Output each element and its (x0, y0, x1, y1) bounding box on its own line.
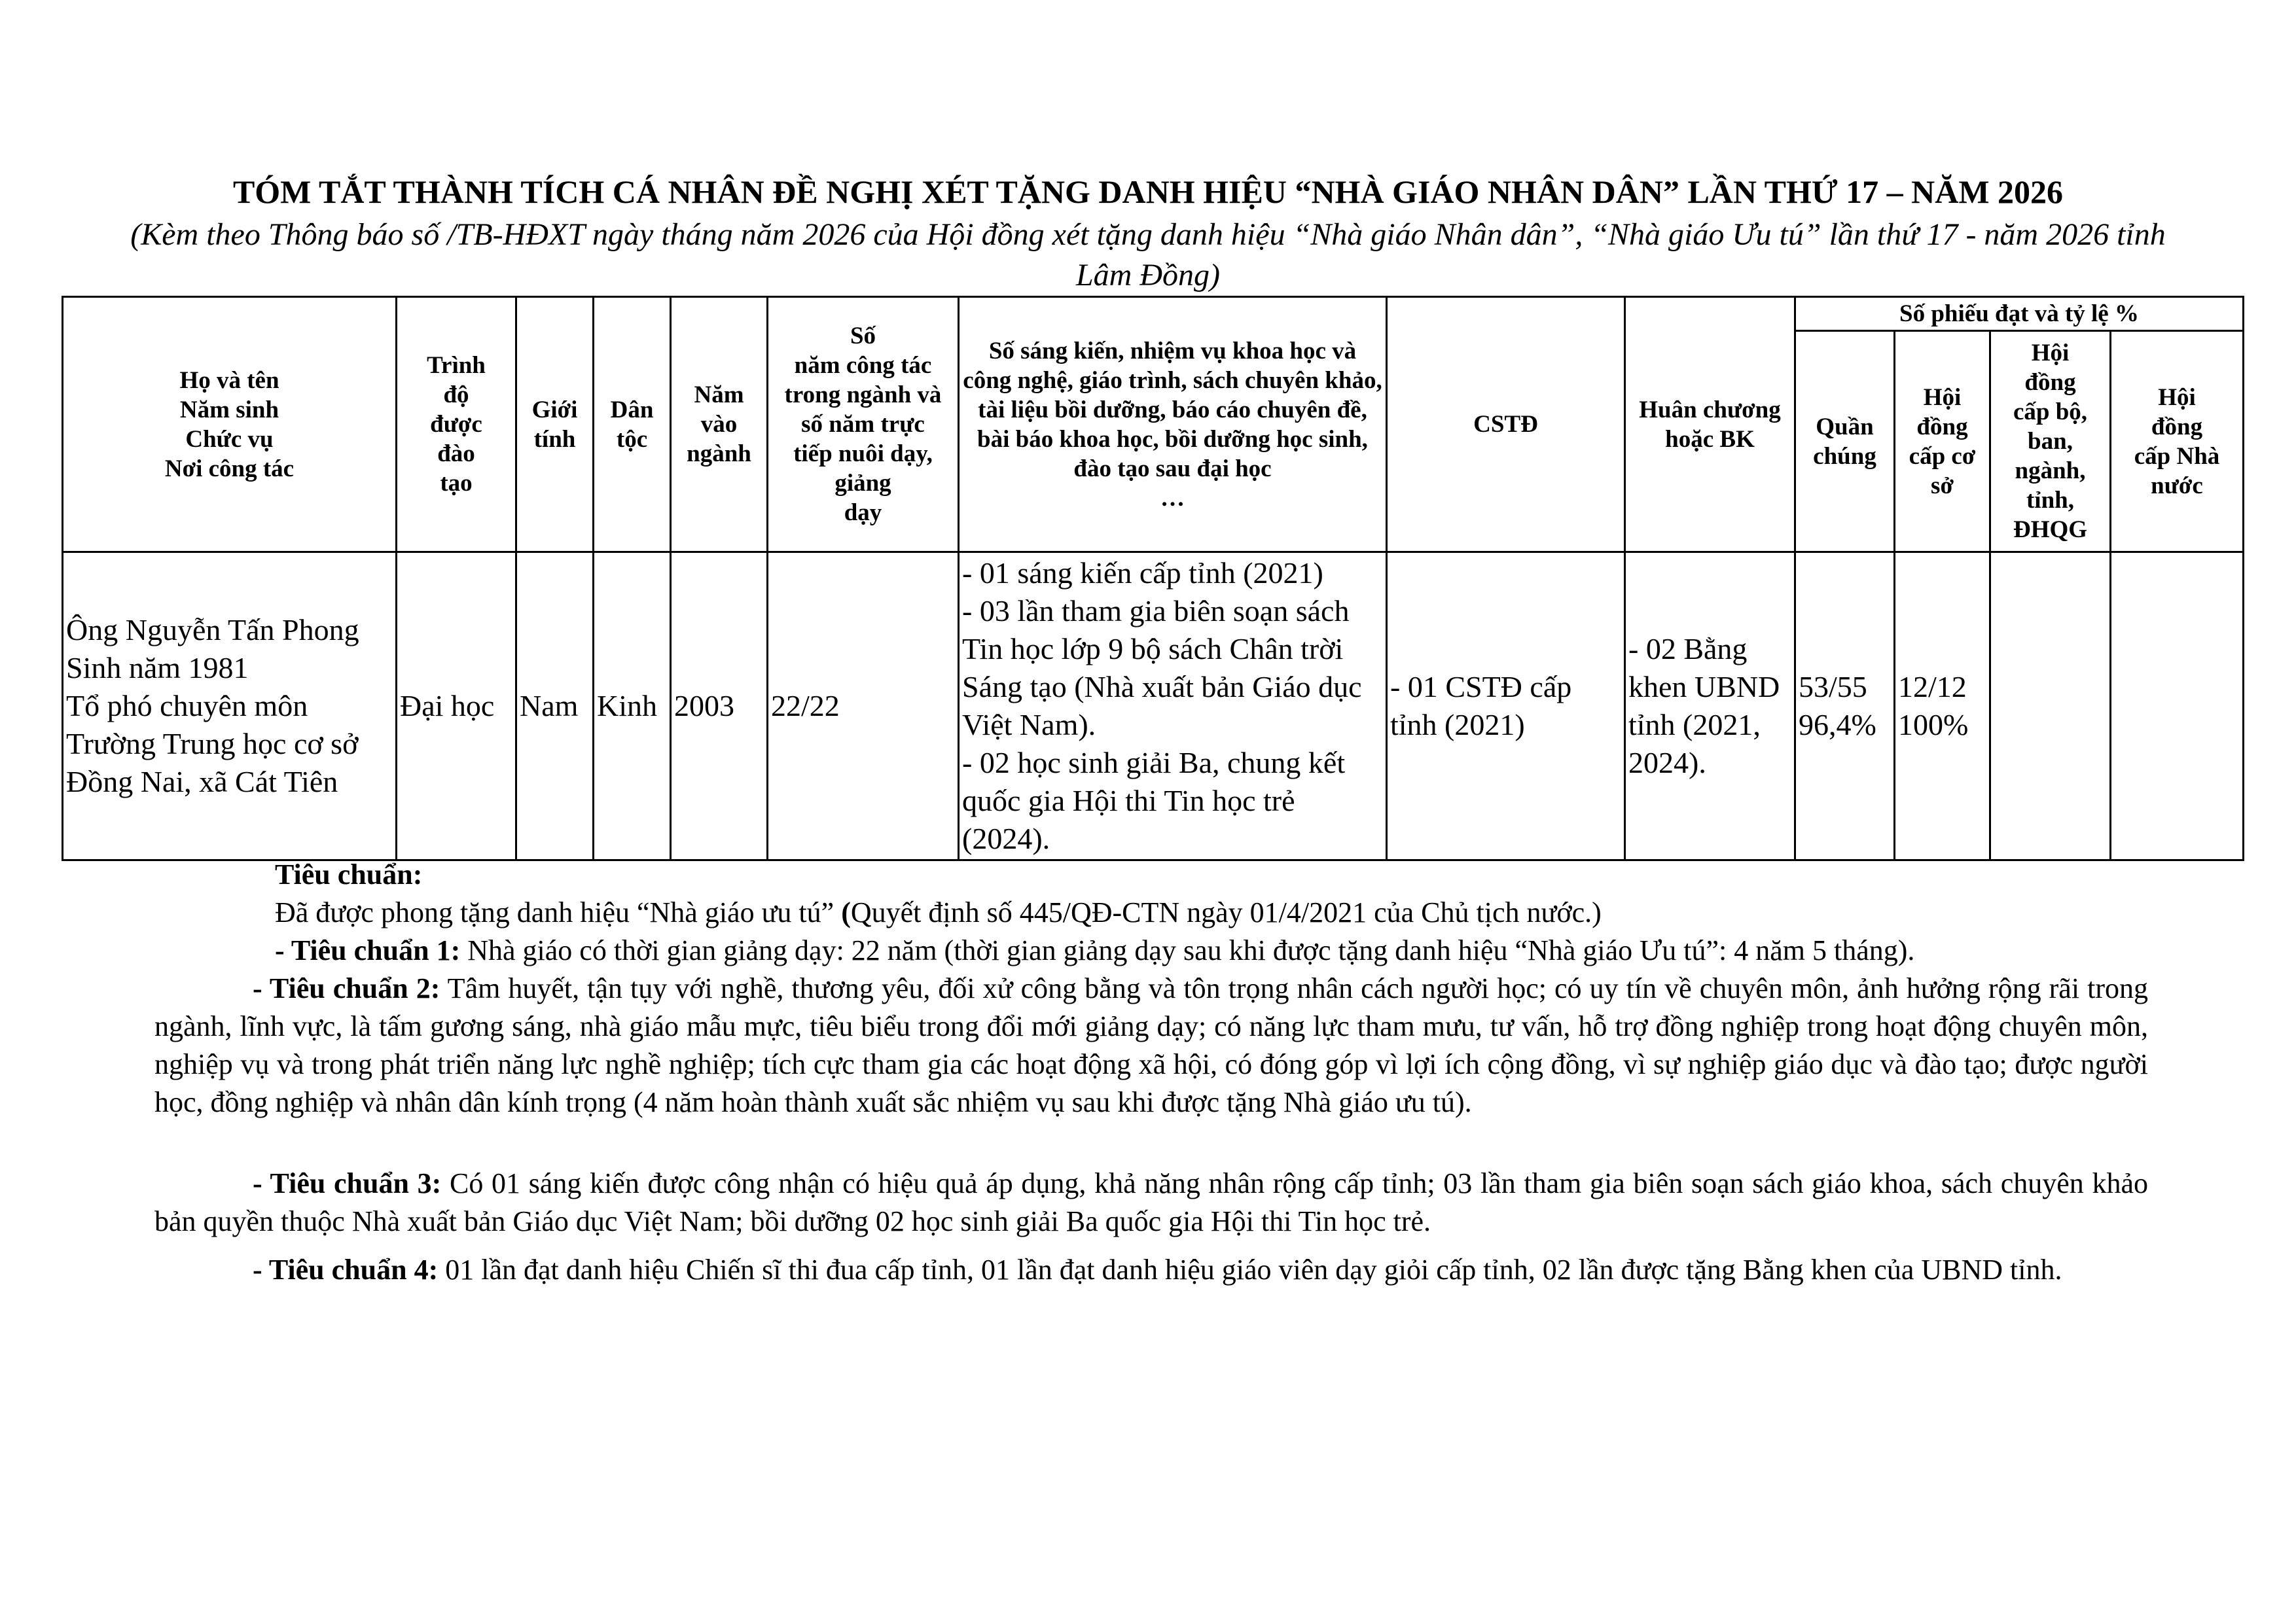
header-votes-base: Hội đồng cấp cơ sở (1895, 331, 1990, 552)
cell-votes-state (2111, 552, 2244, 860)
document-subtitle: (Kèm theo Thông báo số /TB-HĐXT ngày tháng năm 2026 của Hội đồng xét tặng danh hiệu “Nhà giáo Nhân dân”, “Nhà giáo Ưu tú” lần thứ 17 - năm 2026 tỉnh Lâm Đồng) (130, 217, 2166, 292)
criteria-3: - Tiêu chuẩn 3: Có 01 sáng kiến được công nhận có hiệu quả áp dụng, khả năng nhân rộng cấp tỉnh; 03 lần tham gia biên soạn sách giáo khoa, sách chuyên khảo bản quyền thuộc Nhà xuất bản Giáo dục Việt Nam; bồi dưỡng 02 học sinh giải Ba quốc gia Hội thi Tin học trẻ. (154, 1167, 2148, 1237)
criteria-4: - Tiêu chuẩn 4: 01 lần đạt danh hiệu Chiến sĩ thi đua cấp tỉnh, 01 lần đạt danh hiệu giáo viên dạy giỏi cấp tỉnh, 02 lần được tặng Bằng khen của UBND tỉnh. (253, 1254, 2062, 1286)
header-gender: Giới tính (516, 297, 594, 552)
header-years-teaching: Số năm công tác trong ngành và số năm trực tiếp nuôi dạy, giảng dạy (768, 297, 959, 552)
cell-name: Ông Nguyễn Tấn Phong Sinh năm 1981 Tổ phó chuyên môn Trường Trung học cơ sở Đồng Nai, xã Cát Tiên (63, 552, 397, 860)
criteria-2: - Tiêu chuẩn 2: Tâm huyết, tận tụy với nghề, thương yêu, đối xử công bằng và tôn trọng nhân cách người học; có uy tín về chuyên môn, ảnh hưởng rộng rãi trong ngành, lĩnh vực, là tấm gương sáng, nhà giáo mẫu mực, tiêu biểu trong đổi mới giảng dạy; có năng lực tham mưu, tư vấn, hỗ trợ đồng nghiệp trong hoạt động chuyên môn, nghiệp vụ và trong phát triển năng lực nghề nghiệp; tích cực tham gia các hoạt động xã hội, có đóng góp vì lợi ích cộng đồng, vì sự nghiệp giáo dục và đào tạo; được người học, đồng nghiệp và nhân dân kính trọng (4 năm hoàn thành xuất sắc nhiệm vụ sau khi được tặng Nhà giáo ưu tú). (154, 972, 2148, 1118)
table-row (63, 552, 2244, 860)
cell-degree: Đại học (397, 552, 516, 860)
header-votes-group: Số phiếu đạt và tỷ lệ % (1795, 297, 2244, 331)
cell-votes-public: 53/55 96,4% (1795, 552, 1895, 860)
header-votes-ministry: Hội đồng cấp bộ, ban, ngành, tỉnh, ĐHQG (1990, 331, 2111, 552)
cell-cstd: - 01 CSTĐ cấp tỉnh (2021) (1387, 552, 1625, 860)
cell-years-teaching: 22/22 (768, 552, 959, 860)
criteria-section (275, 856, 2173, 970)
achievement-table (62, 296, 2244, 861)
cell-initiatives: - 01 sáng kiến cấp tỉnh (2021) - 03 lần tham gia biên soạn sách Tin học lớp 9 bộ sách Chân trời Sáng tạo (Nhà xuất bản Giáo dục Việt Nam). - 02 học sinh giải Ba, chung kết quốc gia Hội thi Tin học trẻ (2024). (959, 552, 1387, 860)
criteria-heading: Tiêu chuẩn: (275, 858, 423, 891)
header-degree: Trình độ được đào tạo (397, 297, 516, 552)
criteria-1: - Tiêu chuẩn 1: Nhà giáo có thời gian giảng dạy: 22 năm (thời gian giảng dạy sau khi được tặng danh hiệu “Nhà giáo Ưu tú”: 4 năm 5 tháng). (275, 934, 1915, 966)
header-cstd: CSTĐ (1387, 297, 1625, 552)
cell-medal: - 02 Bằng khen UBND tỉnh (2021, 2024). (1625, 552, 1795, 860)
cell-gender: Nam (516, 552, 594, 860)
header-votes-public: Quần chúng (1795, 331, 1895, 552)
cell-votes-base: 12/12 100% (1895, 552, 1990, 860)
header-name: Họ và tên Năm sinh Chức vụ Nơi công tác (63, 297, 397, 552)
document-title: TÓM TẮT THÀNH TÍCH CÁ NHÂN ĐỀ NGHỊ XÉT TẶNG DANH HIỆU “NHÀ GIÁO NHÂN DÂN” LẦN THỨ 17 – NĂM 2026 (232, 173, 2064, 210)
header-year-start: Năm vào ngành (671, 297, 768, 552)
header-initiatives: Số sáng kiến, nhiệm vụ khoa học và công nghệ, giáo trình, sách chuyên khảo, tài liệu bồi dưỡng, báo cáo chuyên đề, bài báo khoa học, bồi dưỡng học sinh, đào tạo sau đại học … (959, 297, 1387, 552)
header-votes-state: Hội đồng cấp Nhà nước (2111, 331, 2244, 552)
header-ethnic: Dân tộc (594, 297, 671, 552)
header-medal: Huân chương hoặc BK (1625, 297, 1795, 552)
criteria-intro: Đã được phong tặng danh hiệu “Nhà giáo ưu tú” (Quyết định số 445/QĐ-CTN ngày 01/4/2021 của Chủ tịch nước.) (275, 896, 1602, 928)
cell-ethnic: Kinh (594, 552, 671, 860)
cell-year-start: 2003 (671, 552, 768, 860)
cell-votes-ministry (1990, 552, 2111, 860)
